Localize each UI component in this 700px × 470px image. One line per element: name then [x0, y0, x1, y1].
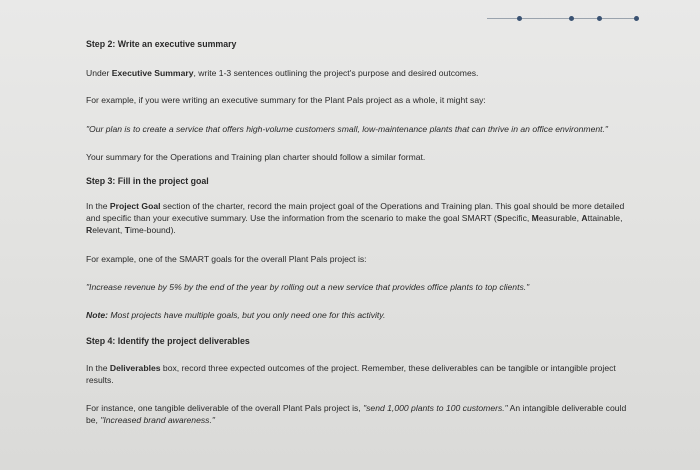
step3-heading: Step 3: Fill in the project goal — [86, 176, 209, 186]
text-span: For instance, one tangible deliverable of the overall Plant Pals project is, — [86, 403, 364, 413]
smart-m: M — [531, 213, 539, 223]
text-span: An intangible deliverable could be, — [86, 403, 627, 425]
text-span: ttainable, — [587, 213, 623, 223]
smart-s: S — [496, 213, 503, 223]
text-span: In the — [86, 363, 110, 373]
progress-dot-4 — [634, 16, 639, 21]
text-span: easurable, — [538, 213, 582, 223]
step2-paragraph-3: Your summary for the Operations and Training plan charter should follow a similar format. — [86, 152, 426, 162]
step4-paragraph-1 — [86, 362, 634, 386]
text-span: , write 1-3 sentences outlining the project's purpose and desired outcomes. — [193, 68, 479, 78]
tangible-example: "send 1,000 plants to 100 customers." — [363, 403, 508, 413]
instructions-content — [86, 36, 646, 426]
text-span: section of the charter, record the main project goal of the Operations and Training plan. This goal should be more detailed and specific than your executive summary. Use the information from the scenario to make the goal SMART ( — [86, 201, 625, 223]
step3-paragraph-1 — [86, 200, 634, 236]
step3-example-quote: "Increase revenue by 5% by the end of the year by rolling out a new service that provides office plants to top clients." — [86, 282, 530, 292]
deliverables-label: Deliverables — [109, 363, 161, 373]
step4-paragraph-2 — [86, 402, 634, 426]
note-text: Most projects have multiple goals, but you only need one for this activity. — [107, 310, 386, 320]
step2-paragraph-1 — [86, 67, 646, 79]
note-label: Note: — [86, 310, 108, 320]
intangible-example: "Increased brand awareness." — [100, 415, 215, 425]
progress-dot-2 — [569, 16, 574, 21]
progress-dot-3 — [597, 16, 602, 21]
step3-note — [86, 309, 646, 321]
text-span: box, record three expected outcomes of the project. Remember, these deliverables can be tangible or intangible project results. — [86, 363, 616, 385]
step3-paragraph-2: For example, one of the SMART goals for the overall Plant Pals project is: — [86, 254, 367, 264]
smart-a: A — [581, 213, 588, 223]
step4-heading: Step 4: Identify the project deliverables — [86, 336, 250, 346]
text-span: Under — [86, 68, 112, 78]
step-progress-indicator — [487, 16, 637, 22]
step2-paragraph-2: For example, if you were writing an executive summary for the Plant Pals project as a whole, it might say: — [86, 95, 486, 105]
step2-heading: Step 2: Write an executive summary — [86, 39, 237, 49]
smart-r: R — [86, 225, 93, 235]
smart-t: T — [124, 225, 130, 235]
project-goal-label: Project Goal — [109, 201, 161, 211]
progress-line — [487, 18, 635, 19]
text-span: ime-bound). — [129, 225, 176, 235]
text-span: pecific, — [502, 213, 532, 223]
progress-dot-1 — [517, 16, 522, 21]
step2-example-quote: "Our plan is to create a service that offers high-volume customers small, low-maintenance plants that can thrive in an office environment." — [86, 124, 608, 134]
executive-summary-label: Executive Summary — [111, 68, 194, 78]
text-span: In the — [86, 201, 110, 211]
text-span: elevant, — [92, 225, 125, 235]
